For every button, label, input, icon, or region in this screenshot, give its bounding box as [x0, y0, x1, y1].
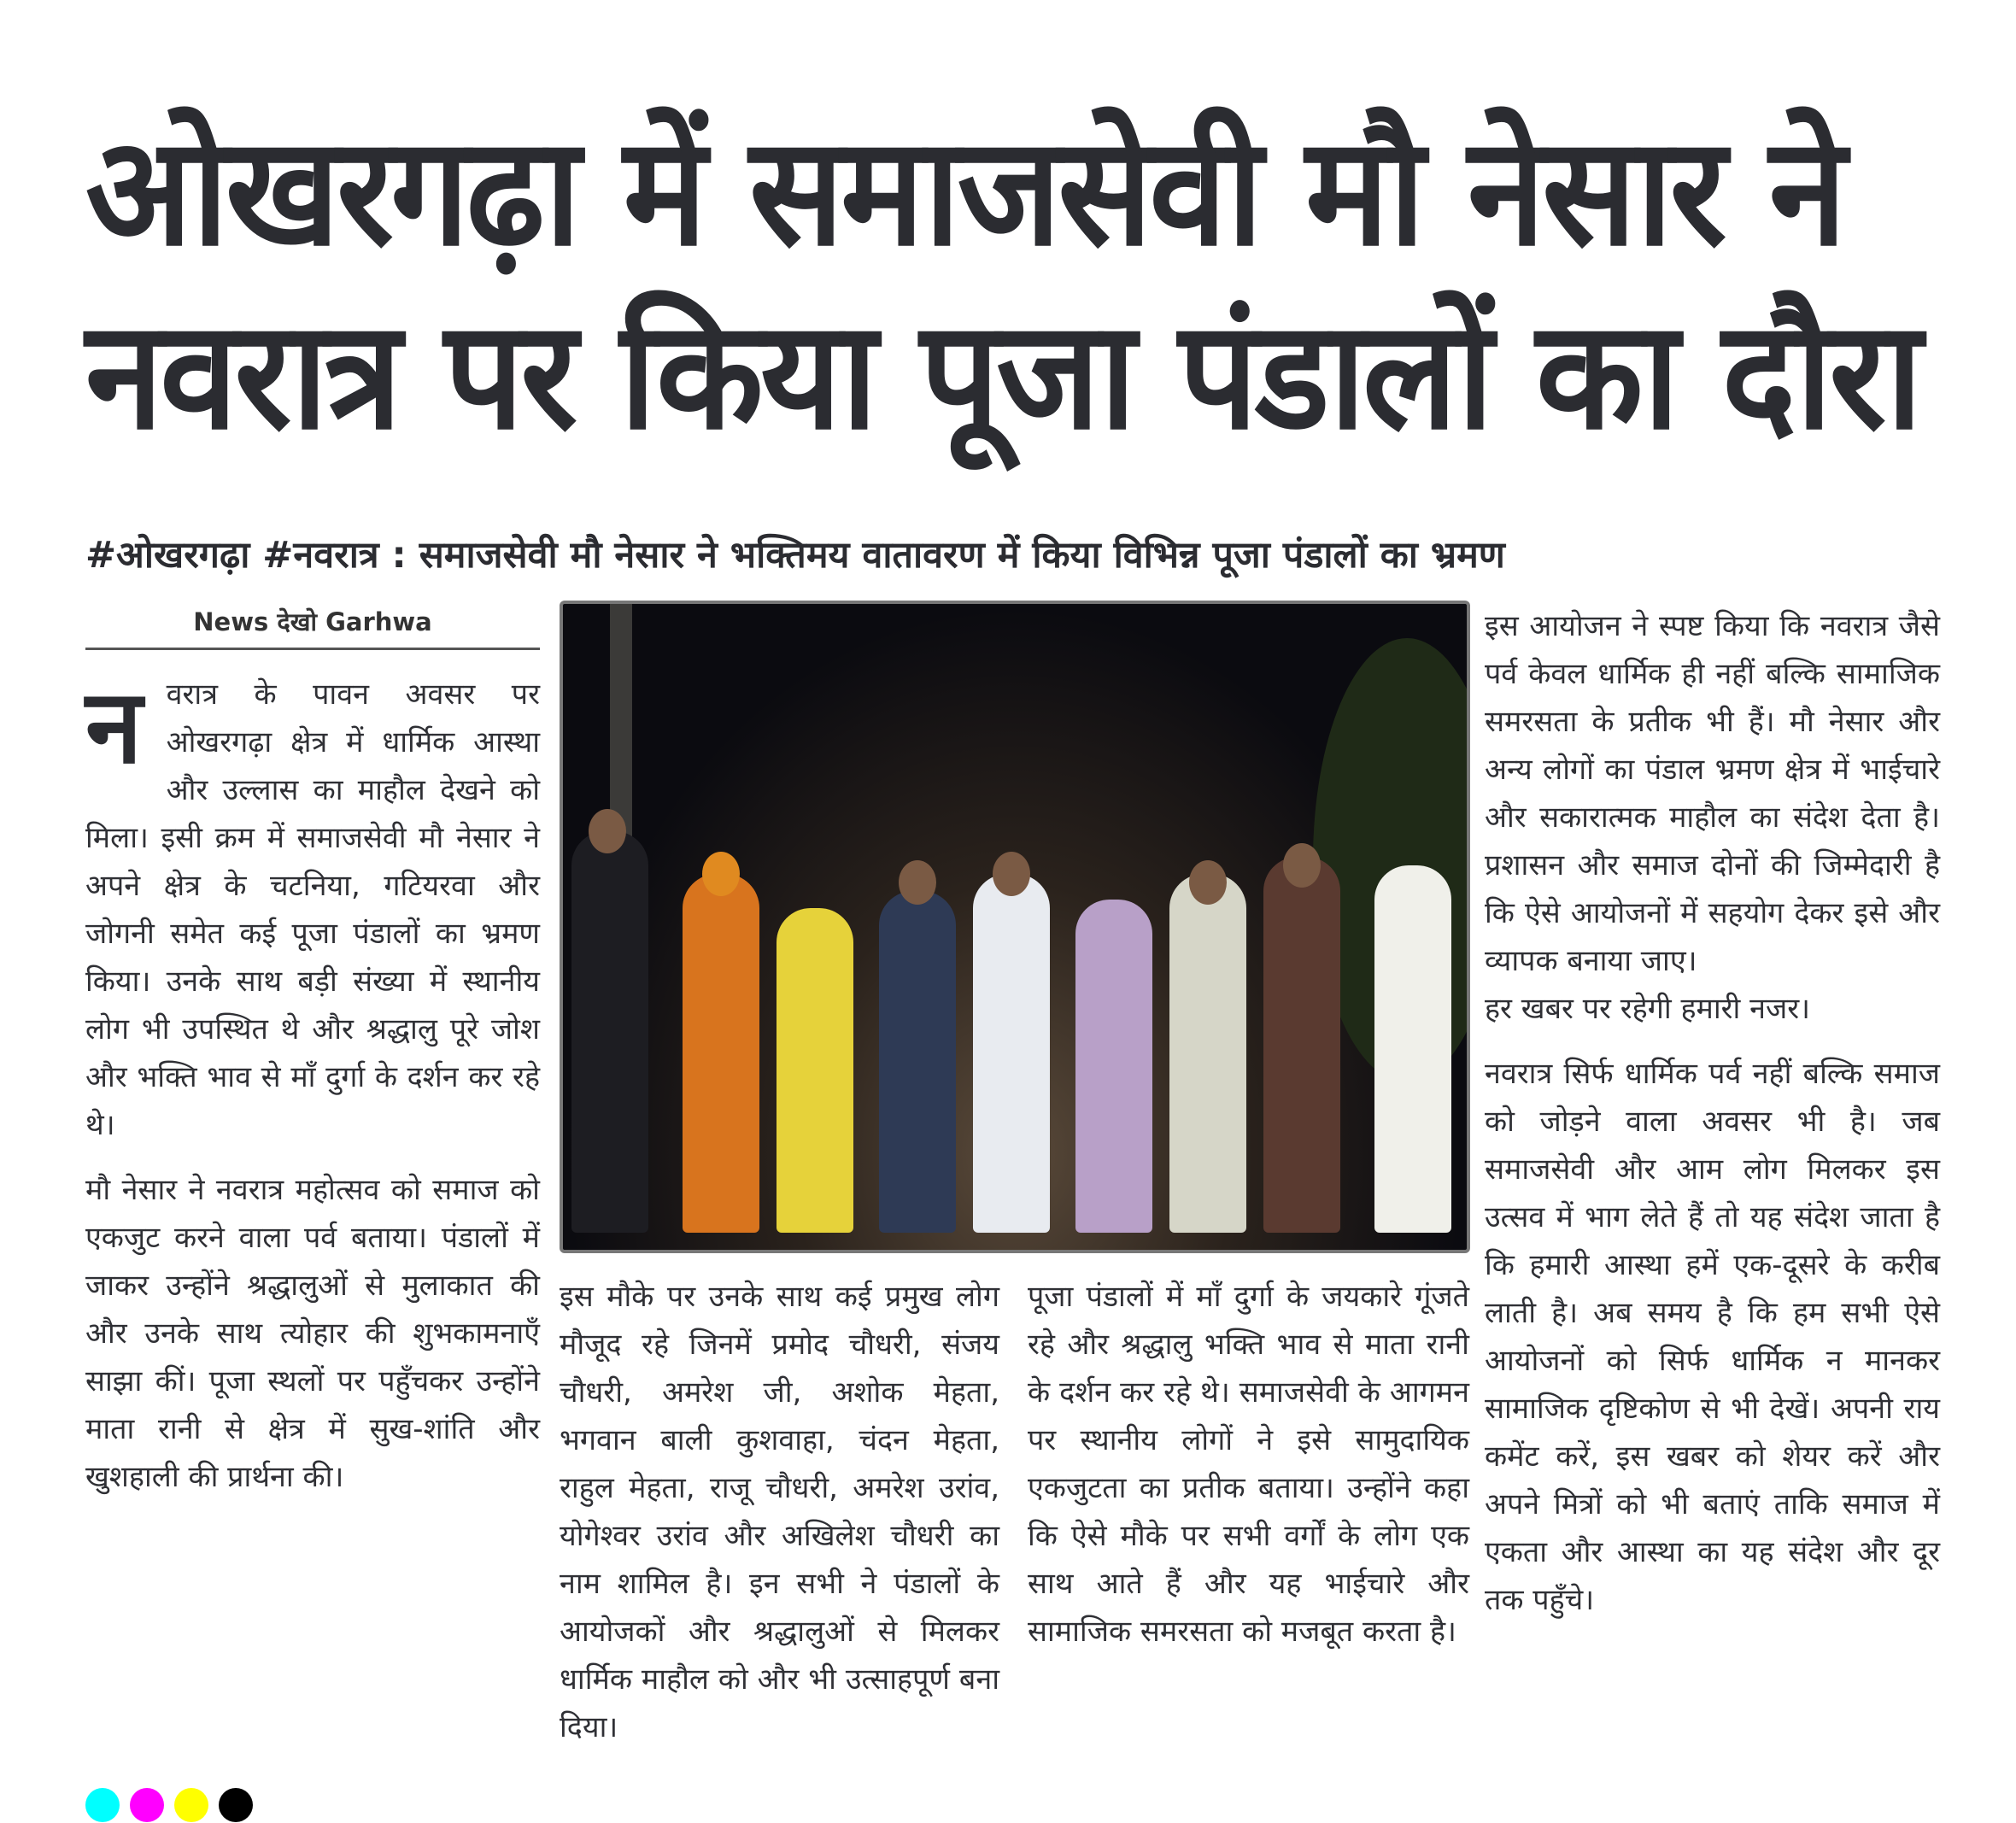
photo-person	[1374, 865, 1451, 1233]
photo-person-head	[702, 852, 740, 896]
photo-person-head	[1189, 860, 1227, 905]
photo-person	[1263, 857, 1340, 1233]
subheadline: #ओखरगढ़ा #नवरात्र : समाजसेवी मौ नेसार ने भक्तिमय वातावरण में किया विभिन्न पूजा पंडालों का भ्रमण	[85, 534, 1505, 577]
paragraph: इस मौके पर उनके साथ कई प्रमुख लोग मौजूद रहे जिनमें प्रमोद चौधरी, संजय चौधरी, अमरेश जी, अशोक मेहता, भगवान बाली कुशवाहा, चंदन मेहता, राहुल मेहता, राजू चौधरी, अमरेश उरांव, योगेश्वर उरांव और अखिलेश चौधरी का नाम शामिल है। इन सभी ने पंडालों के आयोजकों और श्रद्धालुओं से मिलकर धार्मिक माहौल को और भी उत्साहपूर्ण बना दिया।	[560, 1280, 999, 1744]
photo-person-head	[1283, 843, 1321, 888]
registration-dot-yellow	[174, 1788, 208, 1822]
byline-divider	[85, 648, 540, 650]
photo-person	[571, 831, 648, 1233]
headline-line-1: ओखरगढ़ा में समाजसेवी मौ नेसार ने	[85, 104, 1844, 279]
article-column-2	[560, 1273, 999, 1768]
photo-person	[1075, 900, 1152, 1233]
article-column-4	[1485, 602, 1940, 1641]
article-column-1	[85, 668, 540, 1518]
article-photo	[560, 601, 1470, 1253]
tagline: हर खबर पर रहेगी हमारी नजर।	[1485, 992, 1811, 1026]
paragraph: नवरात्र सिर्फ धार्मिक पर्व नहीं बल्कि समाज को जोड़ने वाला अवसर भी है। जब समाजसेवी और आम लोग मिलकर इस उत्सव में भाग लेते हैं तो यह संदेश जाता है कि हमारी आस्था हमें एक-दूसरे के करीब लाती है। अब समय है कि हम सभी ऐसे आयोजनों को सिर्फ धार्मिक न मानकर सामाजिक दृष्टिकोण से भी देखें। अपनी राय कमेंट करें, इस खबर को शेयर करें और अपने मित्रों को भी बताएं ताकि समाज में एकता और आस्था का यह संदेश और दूर तक पहुँचे।	[1485, 1057, 1940, 1617]
headline-line-2: नवरात्र पर किया पूजा पंडालों का दौरा	[85, 288, 1919, 463]
photo-person	[879, 891, 956, 1233]
registration-dot-magenta	[130, 1788, 164, 1822]
paragraph: वरात्र के पावन अवसर पर ओखरगढ़ा क्षेत्र में धार्मिक आस्था और उल्लास का माहौल देखने को मिला। इसी क्रम में समाजसेवी मौ नेसार ने अपने क्षेत्र के चटनिया, गटियरवा और जोगनी समेत कई पूजा पंडालों का भ्रमण किया। उनके साथ बड़ी संख्या में स्थानीय लोग भी उपस्थित थे और श्रद्धालु पूरे जोश और भक्ति भाव से माँ दुर्गा के दर्शन कर रहे थे।	[85, 677, 540, 1142]
photo-person	[683, 874, 759, 1233]
photo-person	[777, 908, 853, 1233]
photo-person	[973, 874, 1050, 1233]
paragraph: मौ नेसार ने नवरात्र महोत्सव को समाज को एकजुट करने वाला पर्व बताया। पंडालों में जाकर उन्होंने श्रद्धालुओं से मुलाकात की और उनके साथ त्योहार की शुभकामनाएँ साझा कीं। पूजा स्थलों पर पहुँचकर उन्होंने माता रानी से क्षेत्र में सुख-शांति और खुशहाली की प्रार्थना की।	[85, 1173, 540, 1494]
photo-person-head	[589, 809, 626, 853]
paragraph: पूजा पंडालों में माँ दुर्गा के जयकारे गूंजते रहे और श्रद्धालु भक्ति भाव से माता रानी के दर्शन कर रहे थे। समाजसेवी के आगमन पर स्थानीय लोगों ने इसे सामुदायिक एकजुटता का प्रतीक बताया। उन्होंने कहा कि ऐसे मौके पर सभी वर्गों के लोग एक साथ आते हैं और यह भाईचारे और सामाजिक समरसता को मजबूत करता है।	[1028, 1280, 1469, 1649]
photo-person-head	[899, 860, 936, 905]
registration-dot-black	[219, 1788, 253, 1822]
paragraph: इस आयोजन ने स्पष्ट किया कि नवरात्र जैसे पर्व केवल धार्मिक ही नहीं बल्कि सामाजिक समरसता के प्रतीक भी हैं। मौ नेसार और अन्य लोगों का पंडाल भ्रमण क्षेत्र में भाईचारे और सकारात्मक माहौल का संदेश देता है। प्रशासन और समाज दोनों की जिम्मेदारी है कि ऐसे आयोजनों में सहयोग देकर इसे और व्यापक बनाया जाए।	[1485, 609, 1940, 978]
registration-dot-cyan	[85, 1788, 120, 1822]
article-column-3	[1028, 1273, 1469, 1673]
photo-person-head	[993, 852, 1030, 896]
byline: News देखो Garhwa	[193, 607, 432, 636]
photo-person	[1169, 874, 1246, 1233]
drop-cap: न	[85, 668, 143, 787]
